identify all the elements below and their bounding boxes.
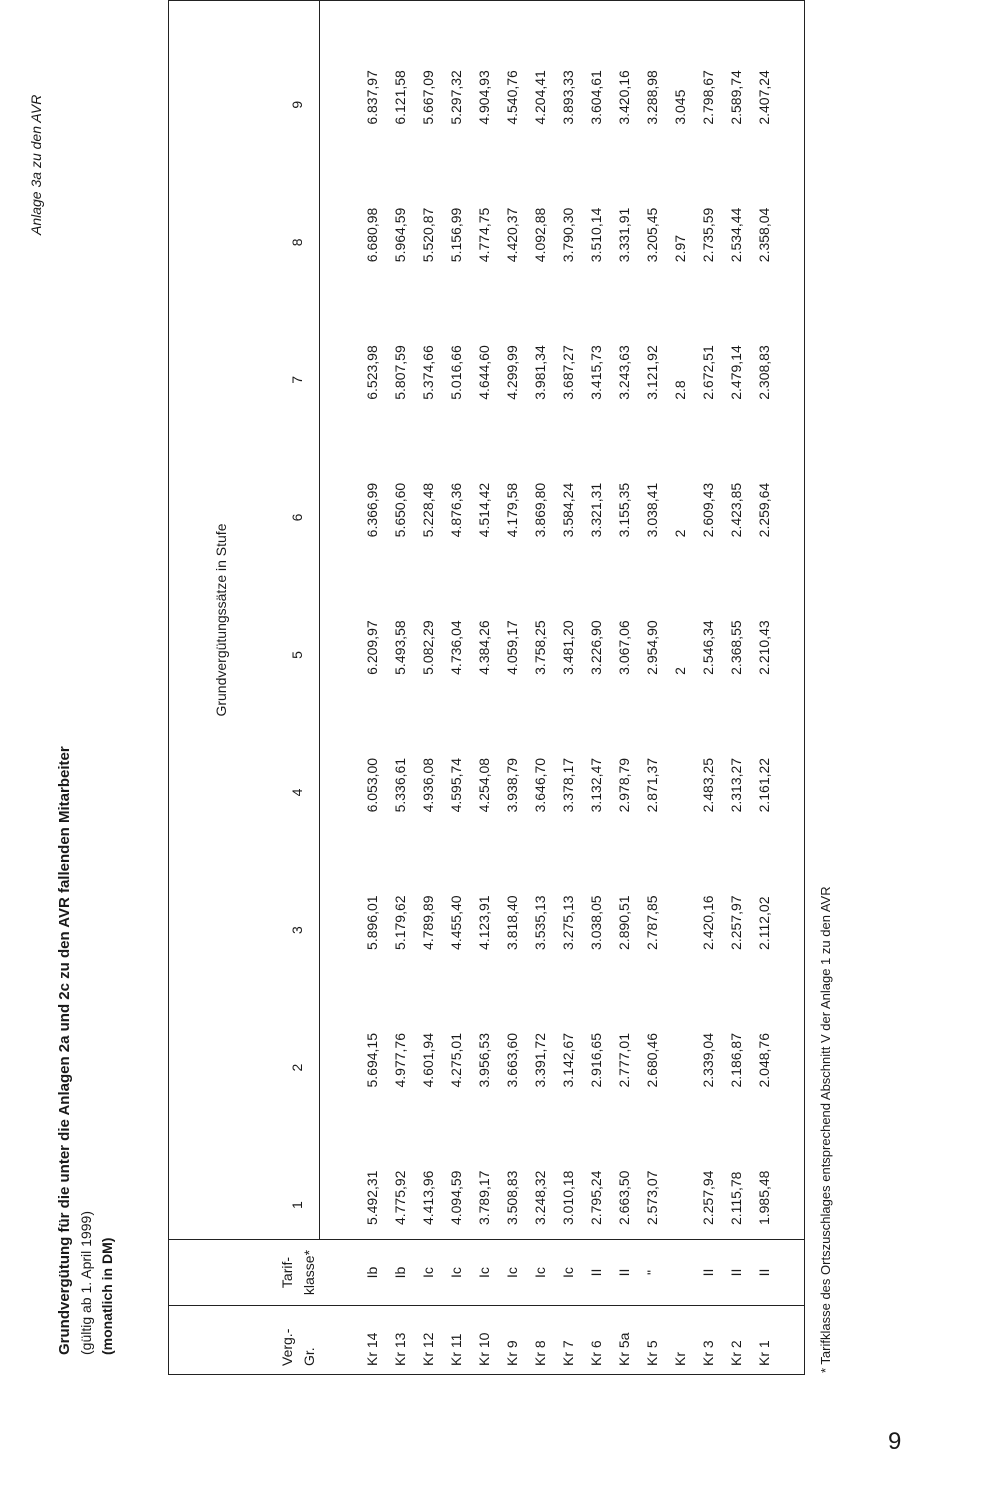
value-cell: 1.985,48 [756, 1170, 772, 1226]
value-cell: 3.938,79 [504, 757, 520, 813]
value-cell: 4.514,42 [476, 482, 492, 538]
step-header: 5 [235, 551, 320, 689]
value-cell: 3.248,32 [532, 1170, 548, 1226]
value-cell: 5.336,61 [392, 757, 408, 813]
spacer-cell [778, 1, 805, 1240]
value-cell: 5.297,32 [448, 70, 464, 125]
value-cell: 4.876,36 [448, 482, 464, 538]
value-cell: 2.8 [672, 380, 688, 400]
value-cell: 3.789,17 [476, 1170, 492, 1226]
value-cell: 2.257,94 [700, 1170, 716, 1226]
value-cell: 2.546,34 [700, 620, 716, 675]
table-row [470, 1, 498, 1375]
value-cell: 5.082,29 [420, 620, 436, 675]
value-cell: 5.964,59 [392, 207, 408, 263]
value-cell: 2 [672, 529, 688, 538]
value-cell: 4.774,75 [476, 207, 492, 263]
step-header: 6 [235, 414, 320, 552]
value-cell: 2.259,64 [756, 482, 772, 538]
value-cell: 4.789,89 [420, 895, 436, 950]
verg-header-line2: Gr. [300, 1347, 317, 1366]
value-cell: 3.142,67 [560, 1033, 576, 1088]
table-row [358, 1, 386, 1375]
value-cell: 4.601,94 [420, 1033, 436, 1088]
value-cell: 2.589,74 [728, 70, 744, 125]
table-header-row [169, 1, 236, 1375]
tarif-cell: II [722, 1240, 750, 1306]
value-cell: 2.423,85 [728, 482, 744, 538]
table-row [582, 1, 610, 1375]
value-cell: 4.455,40 [448, 895, 464, 950]
value-cell: 2.777,01 [616, 1033, 632, 1088]
value-cell: 3.038,41 [644, 482, 660, 538]
value-cell: 5.694,15 [364, 1033, 380, 1088]
value-cell: 3.508,83 [504, 1170, 520, 1226]
step-header: 8 [235, 139, 320, 277]
tarif-cell: Ic [414, 1240, 442, 1306]
verg-cell: Kr 14 [358, 1306, 386, 1375]
value-cell: 6.209,97 [364, 620, 380, 675]
value-cell: 3.155,35 [616, 482, 632, 538]
verg-cell: Kr 11 [442, 1306, 470, 1375]
value-cell: 3.321,31 [588, 482, 604, 538]
value-cell: 3.646,70 [532, 757, 548, 813]
stufe-title: Grundvergütungssätze in Stufe [213, 523, 229, 717]
step-header: 9 [235, 1, 320, 139]
verg-cell: Kr 8 [526, 1306, 554, 1375]
table-row [750, 1, 778, 1375]
value-cell: 3.790,30 [560, 207, 576, 263]
value-cell: 2.916,65 [588, 1033, 604, 1088]
value-cell: 2.186,87 [728, 1033, 744, 1088]
value-cell [666, 1102, 694, 1240]
verg-cell: Kr 9 [498, 1306, 526, 1375]
tarif-cell: Ic [470, 1240, 498, 1306]
value-cell: 4.420,37 [504, 207, 520, 263]
value-cell: 4.179,58 [504, 482, 520, 538]
value-cell: 2.978,79 [616, 757, 632, 813]
value-cell: 3.391,72 [532, 1033, 548, 1088]
value-cell: 2.871,37 [644, 757, 660, 813]
value-cell: 4.204,41 [532, 70, 548, 125]
value-cell: 2.890,51 [616, 895, 632, 950]
value-cell: 5.179,62 [392, 895, 408, 950]
value-cell: 2.735,59 [700, 207, 716, 263]
value-cell: 3.288,98 [644, 70, 660, 125]
table-row [694, 1, 722, 1375]
value-cell: 4.384,26 [476, 620, 492, 675]
value-cell: 5.374,66 [420, 345, 436, 400]
table-row [610, 1, 638, 1375]
value-cell [666, 964, 694, 1102]
spacer-row [320, 1, 359, 1375]
value-cell: 3.584,24 [560, 482, 576, 538]
value-cell: 6.053,00 [364, 757, 380, 813]
value-cell: 5.520,87 [420, 207, 436, 263]
tarif-cell: " [638, 1240, 666, 1306]
verg-cell: Kr 5 [638, 1306, 666, 1375]
value-cell: 5.650,60 [392, 482, 408, 538]
step-header: 3 [235, 826, 320, 964]
table-row [554, 1, 582, 1375]
value-cell: 3.205,45 [644, 207, 660, 263]
value-cell: 3.687,27 [560, 345, 576, 400]
value-cell: 3.510,14 [588, 207, 604, 263]
value-cell: 3.869,80 [532, 482, 548, 538]
value-cell: 5.493,58 [392, 620, 408, 675]
verg-cell: Kr 2 [722, 1306, 750, 1375]
table-row [666, 1, 694, 1375]
value-cell: 5.896,01 [364, 895, 380, 950]
value-cell: 2.257,97 [728, 895, 744, 950]
verg-cell: Kr 7 [554, 1306, 582, 1375]
value-cell: 2.483,25 [700, 757, 716, 813]
value-cell: 3.535,13 [532, 895, 548, 950]
validity-note: (gültig ab 1. April 1999) [78, 1211, 94, 1355]
value-cell: 2.308,83 [756, 345, 772, 400]
tarif-header [169, 1240, 320, 1306]
value-cell: 3.275,13 [560, 895, 576, 950]
value-cell: 4.275,01 [448, 1033, 464, 1088]
value-cell: 3.378,17 [560, 757, 576, 813]
value-cell: 3.481,20 [560, 620, 576, 675]
value-cell: 4.123,91 [476, 895, 492, 950]
value-cell: 5.667,09 [420, 70, 436, 125]
spacer-cell [778, 1240, 805, 1306]
value-cell: 2.534,44 [728, 207, 744, 263]
value-cell: 4.977,76 [392, 1033, 408, 1088]
value-cell: 4.595,74 [448, 757, 464, 813]
tarif-cell: II [694, 1240, 722, 1306]
value-cell: 2.407,24 [756, 70, 772, 125]
tarif-cell: Ic [554, 1240, 582, 1306]
value-cell: 3.818,40 [504, 895, 520, 950]
value-cell: 6.121,58 [392, 70, 408, 125]
value-cell: 3.604,61 [588, 70, 604, 125]
value-cell: 2.787,85 [644, 895, 660, 950]
value-cell: 2.115,78 [728, 1171, 744, 1226]
value-cell: 3.331,91 [616, 207, 632, 263]
title-block [54, 155, 118, 1355]
verg-cell: Kr 10 [470, 1306, 498, 1375]
verg-cell: Kr 3 [694, 1306, 722, 1375]
value-cell: 3.663,60 [504, 1033, 520, 1088]
tarif-cell [666, 1240, 694, 1306]
verg-cell: Kr 5a [610, 1306, 638, 1375]
value-cell: 2.954,90 [644, 620, 660, 675]
step-header: 4 [235, 689, 320, 827]
tarif-cell: Ib [386, 1240, 414, 1306]
document-title: Grundvergütung für die unter die Anlagen 2a und 2c zu den AVR fallenden Mitarbeiter [56, 746, 73, 1355]
value-cell: 3.956,53 [476, 1033, 492, 1088]
value-cell: 3.758,25 [532, 620, 548, 675]
tarif-cell: II [582, 1240, 610, 1306]
verg-cell: Kr 12 [414, 1306, 442, 1375]
value-cell: 3.121,92 [644, 345, 660, 400]
value-cell: 2.358,04 [756, 207, 772, 263]
verg-header [169, 1306, 320, 1375]
value-cell: 2.97 [672, 234, 688, 263]
value-cell: 3.010,18 [560, 1170, 576, 1226]
value-cell [666, 689, 694, 827]
value-cell: 4.736,04 [448, 620, 464, 675]
value-cell: 2.663,50 [616, 1170, 632, 1226]
value-cell: 5.016,66 [448, 345, 464, 400]
value-cell: 6.837,97 [364, 70, 380, 125]
tarif-cell: Ic [526, 1240, 554, 1306]
value-cell: 2.479,14 [728, 345, 744, 400]
verg-cell: Kr [666, 1306, 694, 1375]
value-cell: 4.092,88 [532, 207, 548, 263]
value-cell: 4.644,60 [476, 345, 492, 400]
value-cell: 4.775,92 [392, 1170, 408, 1226]
value-cell: 3.132,47 [588, 757, 604, 813]
footnote: * Tarifklasse des Ortszuschlages entsprechend Abschnitt V der Anlage 1 zu den AVR [818, 886, 833, 1373]
value-cell: 2.339,04 [700, 1033, 716, 1088]
value-cell: 3.045 [672, 89, 688, 125]
value-cell: 3.226,90 [588, 620, 604, 675]
tarif-cell: Ic [442, 1240, 470, 1306]
value-cell: 3.038,05 [588, 895, 604, 950]
value-cell: 3.893,33 [560, 70, 576, 125]
salary-table [168, 0, 805, 1375]
table-row [526, 1, 554, 1375]
step-header: 2 [235, 964, 320, 1102]
value-cell: 3.243,63 [616, 345, 632, 400]
step-header: 7 [235, 276, 320, 414]
value-cell: 2 [672, 667, 688, 675]
table-row [722, 1, 750, 1375]
table-row [386, 1, 414, 1375]
value-cell: 5.228,48 [420, 482, 436, 538]
value-cell: 2.161,22 [756, 757, 772, 813]
spacer-cell [320, 1, 359, 1240]
table-body [320, 1, 805, 1375]
value-cell: 3.415,73 [588, 345, 604, 400]
value-cell: 4.540,76 [504, 70, 520, 125]
annex-note: Anlage 3a zu den AVR [28, 94, 44, 235]
value-cell: 2.573,07 [644, 1170, 660, 1226]
value-cell: 5.807,59 [392, 345, 408, 400]
value-cell: 6.366,99 [364, 482, 380, 538]
tarif-cell: II [610, 1240, 638, 1306]
value-cell: 2.112,02 [756, 896, 772, 950]
verg-cell: Kr 6 [582, 1306, 610, 1375]
value-cell: 4.059,17 [504, 620, 520, 675]
value-cell: 4.413,96 [420, 1170, 436, 1226]
value-cell: 4.254,08 [476, 757, 492, 813]
tarif-cell: Ic [498, 1240, 526, 1306]
value-cell: 2.680,46 [644, 1033, 660, 1088]
value-cell: 2.798,67 [700, 70, 716, 125]
step-header: 1 [235, 1102, 320, 1240]
table-row [442, 1, 470, 1375]
table-row [498, 1, 526, 1375]
value-cell: 2.048,76 [756, 1033, 772, 1088]
verg-cell: Kr 13 [386, 1306, 414, 1375]
verg-cell: Kr 1 [750, 1306, 778, 1375]
value-cell: 3.420,16 [616, 70, 632, 125]
spacer-cell [320, 1240, 359, 1306]
value-cell: 6.523,98 [364, 345, 380, 400]
table-row [414, 1, 442, 1375]
value-cell: 4.936,08 [420, 757, 436, 813]
value-cell: 3.981,34 [532, 345, 548, 400]
verg-header-line1: Verg.- [278, 1328, 295, 1366]
spacer-cell [778, 1306, 805, 1375]
value-cell: 5.492,31 [364, 1170, 380, 1226]
tarif-header-line2: klasse* [300, 1249, 317, 1296]
tarif-cell: Ib [358, 1240, 386, 1306]
value-cell: 4.904,93 [476, 70, 492, 125]
value-cell: 2.368,55 [728, 620, 744, 675]
step-header-row [235, 1, 320, 1375]
value-cell [666, 826, 694, 964]
value-cell: 3.067,06 [616, 620, 632, 675]
value-cell: 6.680,98 [364, 207, 380, 263]
table-row [638, 1, 666, 1375]
value-cell: 2.210,43 [756, 620, 772, 675]
value-cell: 2.672,51 [700, 345, 716, 400]
value-cell: 4.299,99 [504, 345, 520, 400]
value-cell: 2.609,43 [700, 482, 716, 538]
unit-note: (monatlich in DM) [99, 1237, 115, 1355]
value-cell: 2.313,27 [728, 757, 744, 813]
value-cell: 2.795,24 [588, 1170, 604, 1226]
spacer-cell [320, 1306, 359, 1375]
tarif-cell: II [750, 1240, 778, 1306]
tarif-header-line1: Tarif- [278, 1256, 295, 1289]
value-cell: 5.156,99 [448, 207, 464, 263]
spacer-row [778, 1, 805, 1375]
page-number: 9 [888, 1428, 902, 1455]
value-cell: 4.094,59 [448, 1170, 464, 1226]
value-cell: 2.420,16 [700, 895, 716, 950]
